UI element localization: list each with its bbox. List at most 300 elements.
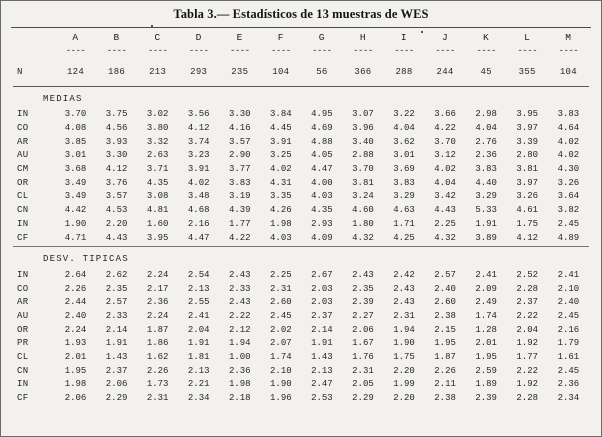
cell: 4.09 <box>311 232 333 243</box>
cell: 1.95 <box>475 351 497 362</box>
cell: 2.42 <box>393 269 415 280</box>
cell: 1.90 <box>64 218 87 229</box>
cell: 3.91 <box>270 136 292 147</box>
cell: 4.56 <box>105 123 128 134</box>
column-header: F <box>277 32 284 43</box>
table-row <box>13 122 589 136</box>
cell: 3.82 <box>557 205 580 216</box>
cell: 2.38 <box>434 310 456 321</box>
table-row <box>13 283 589 297</box>
cell: 4.26 <box>270 205 292 216</box>
row-label: OR <box>17 324 29 335</box>
cell: 4.12 <box>516 232 539 243</box>
cell: 1.91 <box>475 218 497 229</box>
cell: 2.43 <box>352 269 374 280</box>
cell: 1.98 <box>64 379 87 390</box>
cell: 2.64 <box>64 269 87 280</box>
cell: 4.12 <box>187 123 210 134</box>
cell: 1.43 <box>311 351 333 362</box>
cell: 3.97 <box>516 123 539 134</box>
table-body <box>13 28 589 406</box>
cell: 2.93 <box>311 218 333 229</box>
cell: 2.90 <box>228 150 251 161</box>
cell: 4.45 <box>270 123 292 134</box>
cell: 4.31 <box>270 177 292 188</box>
cell: 2.57 <box>105 297 128 308</box>
row-label: CF <box>17 392 29 403</box>
table-row <box>13 351 589 365</box>
cell: 2.20 <box>393 392 415 403</box>
cell: 2.44 <box>64 297 87 308</box>
cell: 4.47 <box>311 164 333 175</box>
dash-cell: ---- <box>147 46 168 57</box>
cell: 2.26 <box>434 365 456 376</box>
cell: 2.60 <box>270 297 292 308</box>
cell: 2.31 <box>393 310 415 321</box>
column-header: G <box>318 32 325 43</box>
cell: 3.26 <box>557 177 580 188</box>
table-title: Tabla 3.— Estadísticos de 13 muestras de WES <box>173 7 429 21</box>
cell: 3.49 <box>64 177 87 188</box>
cell: 4.39 <box>228 205 251 216</box>
cell: 1.95 <box>434 338 456 349</box>
cell: 2.45 <box>557 218 580 229</box>
cell: 3.89 <box>475 232 497 243</box>
cell: 2.41 <box>187 310 210 321</box>
cell: 4.16 <box>228 123 251 134</box>
cell: 3.29 <box>393 191 415 202</box>
cell: 2.25 <box>434 218 456 229</box>
cell: 2.35 <box>352 283 374 294</box>
cell: 2.03 <box>311 297 333 308</box>
cell: 1.96 <box>270 392 292 403</box>
cell: 1.92 <box>516 379 539 390</box>
dash-cell: ---- <box>476 46 496 57</box>
n-value: 213 <box>149 67 167 78</box>
cell: 3.83 <box>557 109 580 120</box>
cell: 3.32 <box>146 136 169 147</box>
table-row <box>13 269 589 283</box>
n-value: 186 <box>108 67 126 78</box>
cell: 4.68 <box>187 205 210 216</box>
dash-cell: ---- <box>394 46 414 57</box>
cell: 3.70 <box>352 164 374 175</box>
row-label: AU <box>17 310 29 321</box>
dash-cell: ---- <box>558 46 579 57</box>
cell: 4.02 <box>557 136 580 147</box>
cell: 3.80 <box>146 123 169 134</box>
n-value: 355 <box>518 67 536 78</box>
cell: 3.76 <box>105 177 128 188</box>
n-value: 124 <box>66 67 85 78</box>
cell: 1.43 <box>105 351 128 362</box>
cell: 4.30 <box>557 164 580 175</box>
cell: 2.59 <box>475 365 497 376</box>
cell: 3.91 <box>187 164 210 175</box>
cell: 2.34 <box>557 392 580 403</box>
cell: 1.98 <box>270 218 292 229</box>
cell: 4.03 <box>270 232 292 243</box>
table-container <box>1 28 601 406</box>
cell: 3.39 <box>516 136 539 147</box>
cell: 4.53 <box>105 205 128 216</box>
cell: 2.25 <box>270 269 292 280</box>
row-label: CO <box>17 283 29 294</box>
cell: 4.43 <box>105 232 128 243</box>
cell: 4.22 <box>434 123 456 134</box>
table-row <box>13 232 589 246</box>
cell: 2.60 <box>434 297 456 308</box>
row-label: CL <box>17 351 29 362</box>
cell: 2.36 <box>557 379 580 390</box>
cell: 1.62 <box>146 351 169 362</box>
dash-cell: ---- <box>435 46 455 57</box>
cell: 2.24 <box>146 269 169 280</box>
row-label: OR <box>17 177 29 188</box>
row-label: AR <box>17 297 29 308</box>
cell: 3.19 <box>228 191 251 202</box>
cell: 2.40 <box>557 297 580 308</box>
cell: 1.00 <box>228 351 251 362</box>
cell: 1.92 <box>516 338 539 349</box>
cell: 3.30 <box>105 150 128 161</box>
cell: 2.04 <box>516 324 539 335</box>
cell: 1.91 <box>311 338 333 349</box>
cell: 1.76 <box>352 351 374 362</box>
cell: 2.15 <box>434 324 456 335</box>
dash-corner <box>13 45 55 61</box>
cell: 4.60 <box>352 205 374 216</box>
column-header: H <box>359 32 367 43</box>
row-label: IN <box>17 109 29 120</box>
cell: 4.04 <box>475 123 497 134</box>
cell: 4.43 <box>434 205 456 216</box>
cell: 2.16 <box>187 218 210 229</box>
table-row <box>13 190 589 204</box>
cell: 2.43 <box>228 269 251 280</box>
table-row <box>13 108 589 122</box>
cell: 4.00 <box>311 177 333 188</box>
cell: 2.22 <box>516 310 539 321</box>
cell: 2.43 <box>393 283 415 294</box>
column-header: C <box>154 32 161 43</box>
cell: 4.89 <box>557 232 580 243</box>
cell: 3.25 <box>270 150 292 161</box>
cell: 2.26 <box>64 283 87 294</box>
cell: 2.34 <box>187 392 210 403</box>
column-header: E <box>236 32 243 43</box>
cell: 2.10 <box>270 365 292 376</box>
cell: 3.64 <box>557 191 580 202</box>
cell: 2.55 <box>187 297 210 308</box>
cell: 4.02 <box>557 150 580 161</box>
cell: 2.27 <box>352 310 374 321</box>
cell: 3.95 <box>146 232 169 243</box>
n-value: 366 <box>354 67 372 78</box>
row-label: IN <box>17 379 29 390</box>
cell: 2.33 <box>105 310 128 321</box>
cell: 1.91 <box>105 338 128 349</box>
cell: 3.69 <box>393 164 415 175</box>
cell: 4.35 <box>146 177 169 188</box>
row-label: AR <box>17 136 29 147</box>
cell: 2.13 <box>187 365 210 376</box>
cell: 2.03 <box>311 283 333 294</box>
cell: 2.21 <box>187 379 210 390</box>
column-header: L <box>524 32 531 43</box>
cell: 2.37 <box>105 365 128 376</box>
cell: 2.29 <box>105 392 128 403</box>
cell: 2.09 <box>475 283 497 294</box>
cell: 2.04 <box>187 324 210 335</box>
cell: 2.31 <box>352 365 374 376</box>
cell: 2.36 <box>146 297 169 308</box>
cell: 4.05 <box>311 150 333 161</box>
cell: 4.64 <box>557 123 580 134</box>
row-label: CO <box>17 123 29 134</box>
cell: 2.38 <box>434 392 456 403</box>
dash-cell: ---- <box>517 46 538 57</box>
cell: 1.94 <box>393 324 415 335</box>
cell: 1.99 <box>393 379 415 390</box>
corner-cell <box>13 28 55 45</box>
cell: 3.62 <box>393 136 415 147</box>
cell: 2.06 <box>105 379 128 390</box>
cell: 2.37 <box>311 310 333 321</box>
cell: 1.94 <box>228 338 251 349</box>
cell: 2.80 <box>516 150 539 161</box>
cell: 4.02 <box>434 164 456 175</box>
cell: 3.93 <box>105 136 128 147</box>
row-label: IN <box>17 269 29 280</box>
cell: 2.40 <box>434 283 456 294</box>
n-value: 288 <box>395 67 413 78</box>
cell: 1.98 <box>228 379 251 390</box>
cell: 2.39 <box>475 392 497 403</box>
table-row <box>13 218 589 232</box>
cell: 3.30 <box>228 109 251 120</box>
cell: 3.75 <box>105 109 128 120</box>
cell: 3.83 <box>228 177 251 188</box>
cell: 2.26 <box>146 365 169 376</box>
cell: 4.32 <box>352 232 374 243</box>
cell: 3.08 <box>146 191 169 202</box>
cell: 1.71 <box>393 218 415 229</box>
cell: 1.74 <box>475 310 497 321</box>
table-row <box>13 324 589 338</box>
cell: 1.87 <box>146 324 169 335</box>
n-value: 45 <box>480 67 492 78</box>
table-row <box>13 149 589 163</box>
table-row <box>13 392 589 406</box>
dash-cell: ---- <box>65 46 86 57</box>
cell: 4.04 <box>434 177 456 188</box>
n-value: 235 <box>231 67 249 78</box>
column-header: I <box>400 32 408 43</box>
column-header: A <box>72 32 79 43</box>
cell: 2.36 <box>228 365 251 376</box>
cell: 2.20 <box>393 365 415 376</box>
cell: 4.03 <box>311 191 333 202</box>
column-header: B <box>113 32 120 43</box>
cell: 1.67 <box>352 338 374 349</box>
cell: 2.01 <box>475 338 497 349</box>
cell: 2.47 <box>311 379 333 390</box>
cell: 4.69 <box>311 123 333 134</box>
statistics-table <box>13 28 589 406</box>
sample-size-row <box>13 61 589 85</box>
cell: 4.47 <box>187 232 210 243</box>
cell: 1.28 <box>475 324 497 335</box>
cell: 1.61 <box>557 351 580 362</box>
row-label: CN <box>17 205 29 216</box>
cell: 4.02 <box>187 177 210 188</box>
cell: 3.83 <box>393 177 415 188</box>
section-header-medias <box>13 88 589 109</box>
cell: 3.68 <box>64 164 87 175</box>
cell: 1.91 <box>187 338 210 349</box>
cell: 4.61 <box>516 205 539 216</box>
cell: 4.88 <box>311 136 333 147</box>
cell: 2.88 <box>352 150 374 161</box>
column-header: K <box>483 32 490 43</box>
table-row <box>13 296 589 310</box>
cell: 3.74 <box>187 136 210 147</box>
table-row <box>13 310 589 324</box>
cell: 4.42 <box>64 205 87 216</box>
dash-cell: ---- <box>106 46 127 57</box>
cell: 2.31 <box>146 392 169 403</box>
row-label: CF <box>17 232 29 243</box>
cell: 2.52 <box>516 269 539 280</box>
cell: 3.70 <box>64 109 87 120</box>
cell: 2.53 <box>311 392 333 403</box>
cell: 4.02 <box>270 164 292 175</box>
cell: 2.18 <box>228 392 251 403</box>
dash-cell: ---- <box>188 46 209 57</box>
cell: 2.20 <box>105 218 128 229</box>
cell: 3.23 <box>187 150 210 161</box>
cell: 1.74 <box>270 351 292 362</box>
cell: 1.79 <box>557 338 580 349</box>
cell: 2.28 <box>516 283 539 294</box>
cell: 1.81 <box>187 351 210 362</box>
horizontal-rule <box>13 246 589 247</box>
cell: 2.43 <box>393 297 415 308</box>
cell: 2.22 <box>516 365 539 376</box>
cell: 3.84 <box>270 109 292 120</box>
cell: 2.01 <box>64 351 87 362</box>
cell: 1.77 <box>516 351 539 362</box>
cell: 3.96 <box>352 123 374 134</box>
cell: 3.77 <box>228 164 251 175</box>
cell: 2.57 <box>434 269 456 280</box>
cell: 2.29 <box>352 392 374 403</box>
cell: 2.16 <box>557 324 580 335</box>
n-value: 244 <box>436 67 454 78</box>
dash-cell: ---- <box>271 46 291 57</box>
row-label: N <box>17 67 23 78</box>
table-row <box>13 177 589 191</box>
scan-speck <box>151 25 153 27</box>
cell: 3.07 <box>352 109 374 120</box>
column-header: M <box>565 32 572 43</box>
cell: 4.35 <box>311 205 333 216</box>
cell: 2.41 <box>475 269 497 280</box>
cell: 3.02 <box>146 109 169 120</box>
cell: 3.29 <box>475 191 497 202</box>
cell: 2.11 <box>434 379 456 390</box>
cell: 2.24 <box>64 324 87 335</box>
n-value: 104 <box>272 67 290 78</box>
cell: 4.95 <box>311 109 333 120</box>
header-dash-row <box>13 45 589 61</box>
column-header: J <box>441 32 449 43</box>
cell: 2.24 <box>146 310 169 321</box>
cell: 3.81 <box>516 164 539 175</box>
cell: 2.76 <box>475 136 497 147</box>
cell: 2.13 <box>311 365 333 376</box>
cell: 4.40 <box>475 177 497 188</box>
row-label: CM <box>17 164 29 175</box>
cell: 2.45 <box>557 310 580 321</box>
cell: 2.10 <box>557 283 580 294</box>
cell: 2.62 <box>105 269 128 280</box>
cell: 2.12 <box>228 324 251 335</box>
cell: 2.45 <box>557 365 580 376</box>
cell: 1.73 <box>146 379 169 390</box>
cell: 1.90 <box>270 379 292 390</box>
cell: 2.36 <box>475 150 497 161</box>
cell: 3.48 <box>187 191 210 202</box>
cell: 5.33 <box>475 205 497 216</box>
cell: 1.75 <box>393 351 415 362</box>
section-label: MEDIAS <box>43 93 83 104</box>
column-header-row <box>13 28 589 45</box>
table-row <box>13 204 589 218</box>
cell: 2.63 <box>146 150 169 161</box>
row-label: IN <box>17 218 29 229</box>
cell: 1.93 <box>64 338 87 349</box>
scan-speck <box>421 31 423 33</box>
cell: 1.90 <box>393 338 415 349</box>
cell: 2.39 <box>352 297 374 308</box>
cell: 3.97 <box>516 177 539 188</box>
cell: 2.07 <box>270 338 292 349</box>
cell: 3.26 <box>516 191 539 202</box>
cell: 1.60 <box>146 218 169 229</box>
column-header: D <box>195 32 202 43</box>
table-row <box>13 163 589 177</box>
cell: 3.01 <box>64 150 87 161</box>
cell: 3.35 <box>270 191 292 202</box>
cell: 2.05 <box>352 379 374 390</box>
row-label: CN <box>17 365 29 376</box>
cell: 3.71 <box>146 164 169 175</box>
cell: 1.89 <box>475 379 497 390</box>
cell: 3.66 <box>434 109 456 120</box>
row-label: PR <box>17 338 29 349</box>
cell: 4.04 <box>393 123 415 134</box>
cell: 2.06 <box>64 392 87 403</box>
cell: 2.40 <box>64 310 87 321</box>
cell: 2.14 <box>105 324 128 335</box>
cell: 3.83 <box>475 164 497 175</box>
cell: 3.12 <box>434 150 456 161</box>
table-row <box>13 365 589 379</box>
cell: 1.75 <box>516 218 539 229</box>
table-row <box>13 136 589 150</box>
